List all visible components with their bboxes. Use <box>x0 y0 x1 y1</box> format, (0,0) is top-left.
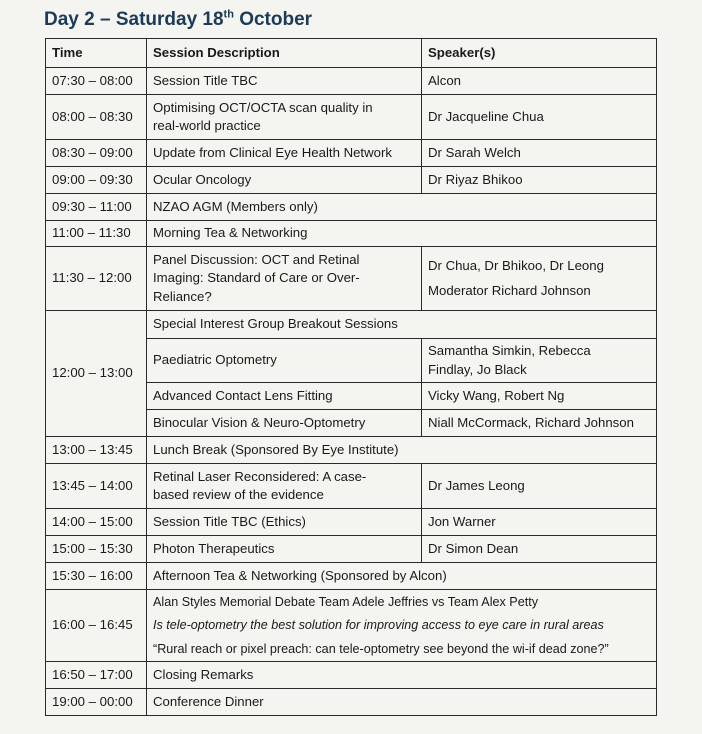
time-cell: 09:30 – 11:00 <box>46 194 147 221</box>
speaker-cell: Vicky Wang, Robert Ng <box>422 383 657 410</box>
table-row <box>46 662 657 689</box>
speaker-cell: Jon Warner <box>422 509 657 536</box>
table-row <box>46 194 657 221</box>
speaker-cell: Dr Chua, Dr Bhikoo, Dr Leong Moderator Richard Johnson <box>422 247 657 311</box>
session-cell: Retinal Laser Reconsidered: A case- based review of the evidence <box>147 464 422 509</box>
time-cell: 19:00 – 00:00 <box>46 689 147 716</box>
header-time: Time <box>46 39 147 68</box>
table-row <box>46 509 657 536</box>
table-row <box>46 95 657 140</box>
time-cell: 15:30 – 16:00 <box>46 563 147 590</box>
table-row <box>46 140 657 167</box>
session-cell: Binocular Vision & Neuro-Optometry <box>147 410 422 437</box>
time-cell: 13:45 – 14:00 <box>46 464 147 509</box>
table-row <box>46 221 657 247</box>
speaker-cell: Dr James Leong <box>422 464 657 509</box>
table-row <box>46 689 657 716</box>
table-row <box>46 536 657 563</box>
time-cell: 15:00 – 15:30 <box>46 536 147 563</box>
session-cell: Morning Tea & Networking <box>147 221 657 247</box>
table-row <box>46 437 657 464</box>
header-speaker: Speaker(s) <box>422 39 657 68</box>
time-cell: 16:00 – 16:45 <box>46 590 147 662</box>
session-cell: Conference Dinner <box>147 689 657 716</box>
speaker-cell: Dr Sarah Welch <box>422 140 657 167</box>
debate-cell <box>147 590 657 662</box>
time-cell: 07:30 – 08:00 <box>46 68 147 95</box>
time-cell: 14:00 – 15:00 <box>46 509 147 536</box>
session-cell: Ocular Oncology <box>147 167 422 194</box>
session-cell: Session Title TBC <box>147 68 422 95</box>
schedule-table <box>45 38 657 716</box>
page-title: Day 2 – Saturday 18th October <box>44 8 313 30</box>
session-cell: Panel Discussion: OCT and Retinal Imaging: Standard of Care or Over- Reliance? <box>147 247 422 311</box>
speaker-cell: Samantha Simkin, Rebecca Findlay, Jo Black <box>422 339 657 383</box>
table-row <box>46 563 657 590</box>
table-row <box>46 68 657 95</box>
speaker-cell: Dr Riyaz Bhikoo <box>422 167 657 194</box>
time-cell: 13:00 – 13:45 <box>46 437 147 464</box>
time-cell: 12:00 – 13:00 <box>46 311 147 437</box>
session-cell: Paediatric Optometry <box>147 339 422 383</box>
header-session: Session Description <box>147 39 422 68</box>
session-cell: Session Title TBC (Ethics) <box>147 509 422 536</box>
session-cell: Closing Remarks <box>147 662 657 689</box>
speaker-cell: Niall McCormack, Richard Johnson <box>422 410 657 437</box>
table-row <box>46 311 657 339</box>
table-row <box>46 247 657 311</box>
time-cell: 09:00 – 09:30 <box>46 167 147 194</box>
speaker-cell: Dr Jacqueline Chua <box>422 95 657 140</box>
session-cell: Lunch Break (Sponsored By Eye Institute) <box>147 437 657 464</box>
table-row <box>46 590 657 662</box>
time-cell: 08:00 – 08:30 <box>46 95 147 140</box>
session-cell: Photon Therapeutics <box>147 536 422 563</box>
time-cell: 16:50 – 17:00 <box>46 662 147 689</box>
session-cell: NZAO AGM (Members only) <box>147 194 657 221</box>
session-cell: Update from Clinical Eye Health Network <box>147 140 422 167</box>
speaker-cell: Alcon <box>422 68 657 95</box>
session-cell: Optimising OCT/OCTA scan quality in real-world practice <box>147 95 422 140</box>
table-header-row <box>46 39 657 68</box>
session-cell: Advanced Contact Lens Fitting <box>147 383 422 410</box>
time-cell: 08:30 – 09:00 <box>46 140 147 167</box>
breakout-header-cell: Special Interest Group Breakout Sessions <box>147 311 657 339</box>
speaker-cell: Dr Simon Dean <box>422 536 657 563</box>
debate-title: Alan Styles Memorial Debate Team Adele Jeffries vs Team Alex Petty <box>153 594 538 609</box>
table-row <box>46 464 657 509</box>
debate-quote: “Rural reach or pixel preach: can tele-optometry see beyond the wi-if dead zone?” <box>153 641 609 656</box>
debate-topic: Is tele-optometry the best solution for improving access to eye care in rural areas <box>153 618 604 633</box>
time-cell: 11:00 – 11:30 <box>46 221 147 247</box>
time-cell: 11:30 – 12:00 <box>46 247 147 311</box>
table-row <box>46 167 657 194</box>
session-cell: Afternoon Tea & Networking (Sponsored by Alcon) <box>147 563 657 590</box>
